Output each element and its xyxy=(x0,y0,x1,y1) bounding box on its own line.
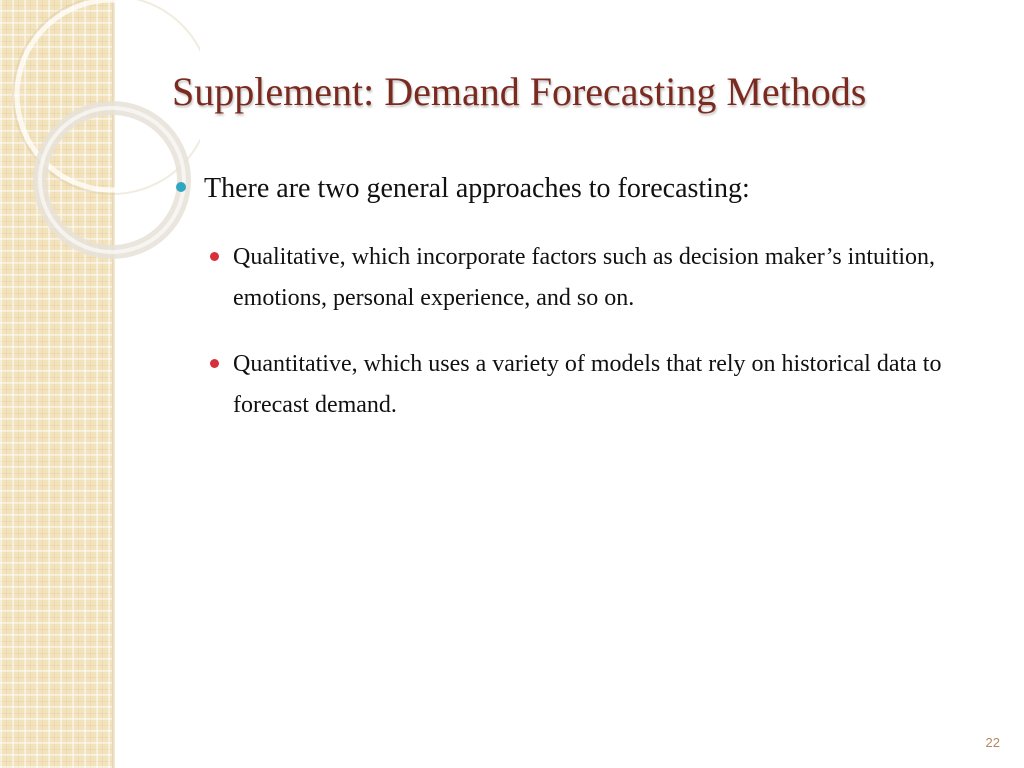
bullet-text: There are two general approaches to forecasting: xyxy=(204,173,750,204)
sub-bullet-dot-icon xyxy=(210,252,219,261)
page-number: 22 xyxy=(985,735,1000,750)
bullet-dot-icon xyxy=(176,182,186,192)
decorative-rings-icon xyxy=(0,0,200,260)
sub-bullet-text: Quantitative, which uses a variety of models that rely on historical data to forecast demand. xyxy=(233,351,942,418)
sub-bullet-dot-icon xyxy=(210,359,219,368)
sub-bullet-text: Qualitative, which incorporate factors such as decision maker’s intuition, emotions, personal experience, and so on. xyxy=(233,244,936,311)
slide-title: Supplement: Demand Forecasting Methods xyxy=(172,69,867,114)
